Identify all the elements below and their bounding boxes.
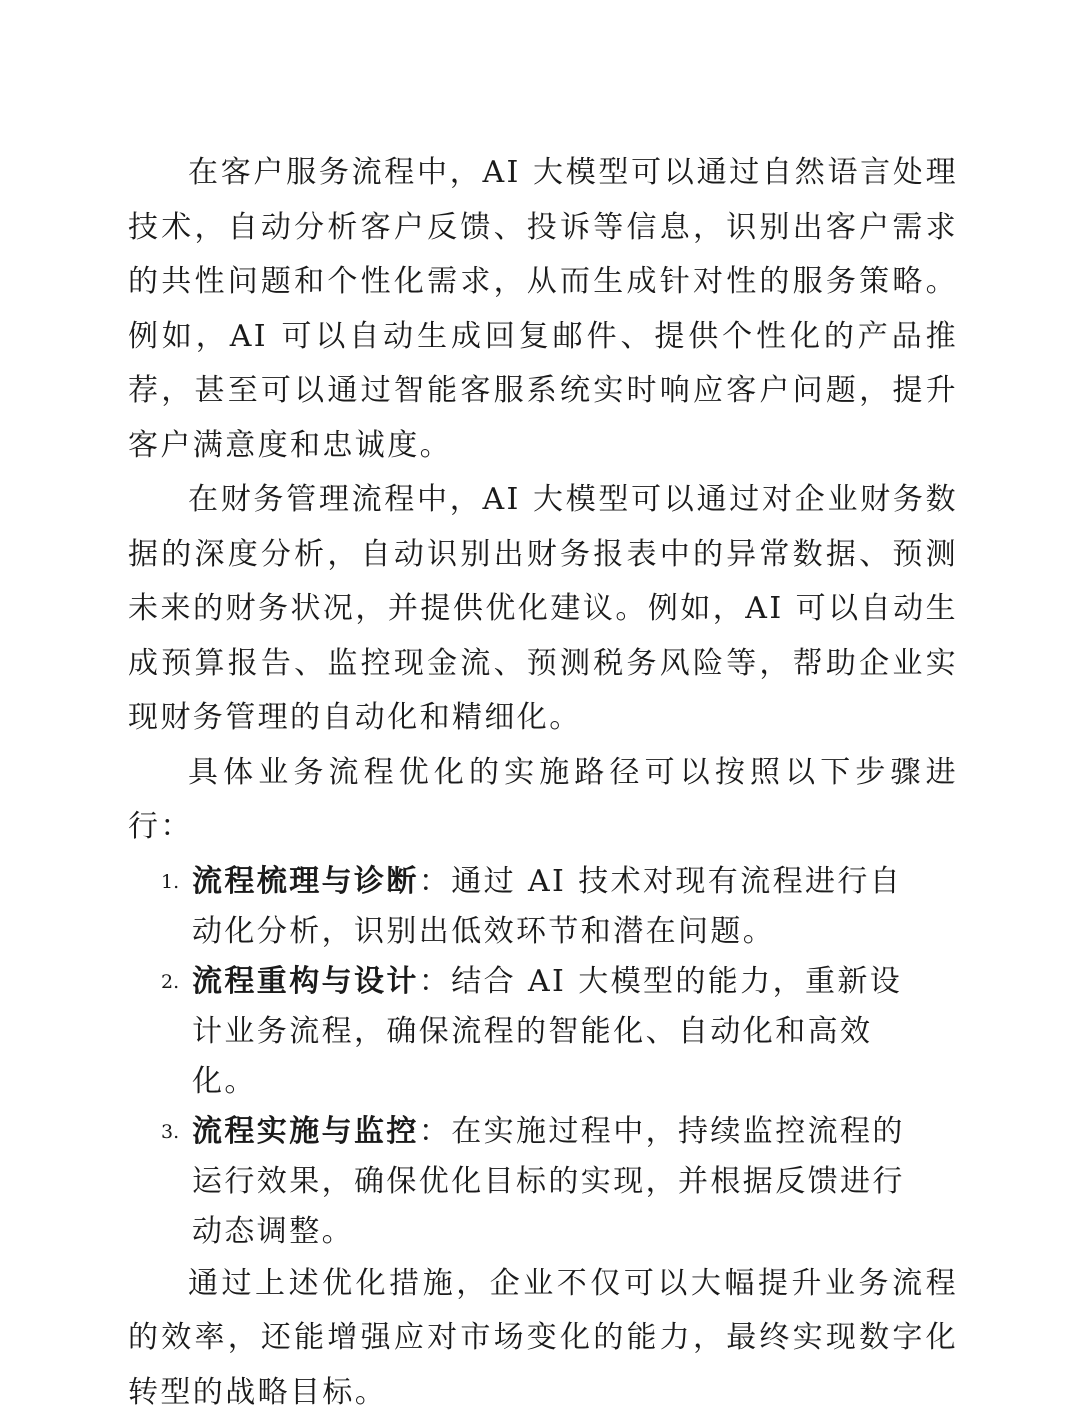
document-page	[128, 146, 958, 1420]
step-number: 3.	[161, 1107, 179, 1157]
paragraph-customer-service: 在客户服务流程中，AI 大模型可以通过自然语言处理技术，自动分析客户反馈、投诉等信息，识别出客户需求的共性问题和个性化需求，从而生成针对性的服务策略。例如，AI 可以自动生成回复邮件、提供个性化的产品推荐，甚至可以通过智能客服系统实时响应客户问题，提升客户满意度和忠诚度。	[128, 146, 958, 473]
step-description: ：通过 AI 技术对现有流程进行自动化分析，识别出低效环节和潜在问题。	[192, 864, 902, 949]
list-item	[128, 1107, 914, 1257]
list-item	[128, 857, 914, 957]
step-description: ：在实施过程中，持续监控流程的运行效果，确保优化目标的实现，并根据反馈进行动态调整。	[192, 1114, 905, 1249]
list-item	[128, 957, 914, 1107]
step-number: 2.	[161, 957, 179, 1007]
paragraph-financial-management: 在财务管理流程中，AI 大模型可以通过对企业财务数据的深度分析，自动识别出财务报表中的异常数据、预测未来的财务状况，并提供优化建议。例如，AI 可以自动生成预算报告、监控现金流、预测税务风险等，帮助企业实现财务管理的自动化和精细化。	[128, 473, 958, 746]
paragraph-implementation-intro: 具体业务流程优化的实施路径可以按照以下步骤进行：	[128, 746, 958, 855]
paragraph-conclusion: 通过上述优化措施，企业不仅可以大幅提升业务流程的效率，还能增强应对市场变化的能力，最终实现数字化转型的战略目标。	[128, 1257, 958, 1420]
implementation-steps-list	[128, 857, 958, 1257]
step-description: ：结合 AI 大模型的能力，重新设计业务流程，确保流程的智能化、自动化和高效化。	[192, 964, 902, 1099]
step-term: 流程梳理与诊断	[192, 864, 419, 899]
step-term: 流程实施与监控	[192, 1114, 419, 1149]
step-term: 流程重构与设计	[192, 964, 419, 999]
step-number: 1.	[161, 857, 179, 907]
